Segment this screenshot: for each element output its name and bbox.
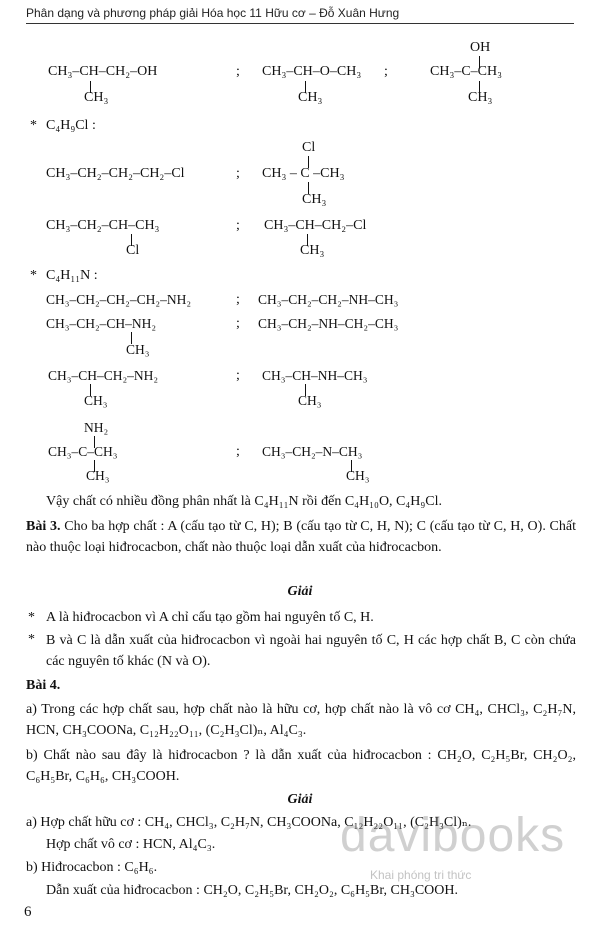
formula-c4h9cl-d-branch: CH₃	[300, 243, 325, 258]
formula-c4h11n-g-top: NH₂	[84, 420, 109, 435]
formula-2: CH₃–CH–O–CH₃	[262, 64, 362, 79]
bai3-solution-2: B và C là dẫn xuất của hiđrocacbon vì ngoài hai nguyên tố C, H các hợp chất B, C còn chứa các nguyên tố khác (N và O).	[46, 633, 576, 669]
formula-c4h11n-e: CH₃–CH–CH₂–NH₂	[48, 368, 159, 383]
formula-c4h9cl-d: CH₃–CH–CH₂–Cl	[264, 218, 367, 233]
watermark-tagline: Khai phóng tri thức	[370, 868, 472, 882]
formula-c4h11n-g: CH₃–C–CH₃	[48, 444, 118, 459]
bullet: *	[30, 118, 37, 133]
bai4-answer-b2: Dẫn xuất của hiđrocacbon : CH₂O, C₂H₅Br, CH₂O₂, C₆H₅Br, CH₃COOH.	[46, 883, 458, 898]
formula-c4h11n-f-branch: CH₃	[298, 393, 322, 408]
formula-c4h11n-g-branch: CH₃	[86, 468, 110, 483]
watermark-brand: davibooks	[340, 809, 566, 862]
bullet: *	[30, 268, 37, 283]
bai4-question-a: a) Trong các hợp chất sau, hợp chất nào là hữu cơ, hợp chất nào là vô cơ CH₄, CHCl₃, C₂H₇N, HCN, CH₃COONa, C₁₂H₂₂O₁₁, (C₂H₃Cl)ₙ, Al₄C₃.	[26, 702, 576, 738]
formula-1-branch: CH₃	[84, 90, 109, 105]
page-number: 6	[24, 904, 32, 920]
separator: ;	[236, 368, 240, 383]
formula-c4h11n-b: CH₃–CH₂–CH₂–NH–CH₃	[258, 292, 399, 307]
formula-3: CH₃–C–CH₃	[430, 64, 502, 79]
conclusion: Vậy chất có nhiều đồng phân nhất là C₄H₁₁N rồi đến C₄H₁₀O, C₄H₉Cl.	[46, 494, 442, 509]
bai3-solution-1: A là hiđrocacbon vì A chỉ cấu tạo gồm hai nguyên tố C, H.	[46, 610, 374, 625]
formula-c4h11n-d: CH₃–CH₂–NH–CH₂–CH₃	[258, 316, 399, 331]
formula-3-branch: CH₃	[468, 90, 493, 105]
formula-c4h11n-h: CH₃–CH₂–N–CH₃	[262, 444, 363, 459]
bai4-answer-b: b) Hiđrocacbon : C₆H₆.	[26, 860, 158, 875]
separator: ;	[236, 316, 240, 331]
formula-c4h11n-h-branch: CH₃	[346, 468, 370, 483]
bullet: *	[28, 610, 35, 625]
formula-c4h11n-c-branch: CH₃	[126, 342, 150, 357]
formula-c4h9cl-b: CH₃ – C –CH₃	[262, 166, 345, 181]
formula-1: CH₃–CH–CH₂–OH	[48, 64, 158, 79]
formula-c4h11n-e-branch: CH₃	[84, 393, 108, 408]
formula-c4h9cl-b-top: Cl	[302, 140, 316, 155]
formula-2-branch: CH₃	[298, 90, 323, 105]
separator: ;	[236, 292, 240, 307]
bai3-giai: Giải	[287, 584, 313, 599]
bullet: *	[28, 632, 35, 647]
formula-c4h9cl-c-branch: Cl	[126, 243, 140, 258]
bai4-giai-wrap	[0, 792, 600, 808]
formula-c4h11n-f: CH₃–CH–NH–CH₃	[262, 368, 368, 383]
c4h11n-label: C₄H₁₁N :	[46, 268, 98, 283]
separator: ;	[236, 166, 240, 181]
separator: ;	[236, 218, 240, 233]
separator: ;	[236, 444, 240, 459]
bai3-giai-wrap	[0, 584, 600, 600]
formula-3-top: OH	[470, 40, 491, 55]
bai3-question	[26, 516, 576, 558]
bai4-question-b: b) Chất nào sau đây là hiđrocacbon ? là dẫn xuất của hiđrocacbon : CH₂O, C₂H₅Br, CH₂O₂, C₆H₅Br, C₆H₆, CH₃COOH.	[26, 748, 576, 784]
bai4-giai: Giải	[287, 792, 313, 807]
formula-c4h11n-a: CH₃–CH₂–CH₂–CH₂–NH₂	[46, 292, 192, 307]
running-header: Phân dạng và phương pháp giải Hóa học 11 Hữu cơ – Đỗ Xuân Hưng	[26, 6, 574, 24]
formula-c4h9cl-c: CH₃–CH₂–CH–CH₃	[46, 218, 160, 233]
formula-c4h11n-c: CH₃–CH₂–CH–NH₂	[46, 316, 157, 331]
bai4-answer-a2: Hợp chất vô cơ : HCN, Al₄C₃.	[46, 837, 216, 852]
separator: ;	[384, 64, 388, 79]
bai4-label: Bài 4.	[26, 678, 61, 693]
formula-c4h9cl-b-branch: CH₃	[302, 192, 327, 207]
bai3-text: Cho ba hợp chất : A (cấu tạo từ C, H); B (cấu tạo từ C, H, N); C (cấu tạo từ C, H, O). Chất nào thuộc loại hiđrocacbon, chất nào thuộc loại dẫn xuất của hiđrocacbon.	[26, 519, 576, 555]
separator: ;	[236, 64, 240, 79]
bai4-answer-a: a) Hợp chất hữu cơ : CH₄, CHCl₃, C₂H₇N, CH₃COONa, C₁₂H₂₂O₁₁, (C₂H₃Cl)ₙ.	[26, 815, 472, 830]
c4h9cl-label: C₄H₉Cl :	[46, 118, 96, 133]
formula-c4h9cl-a: CH₃–CH₂–CH₂–CH₂–Cl	[46, 166, 185, 181]
bai3-label: Bài 3.	[26, 519, 61, 534]
